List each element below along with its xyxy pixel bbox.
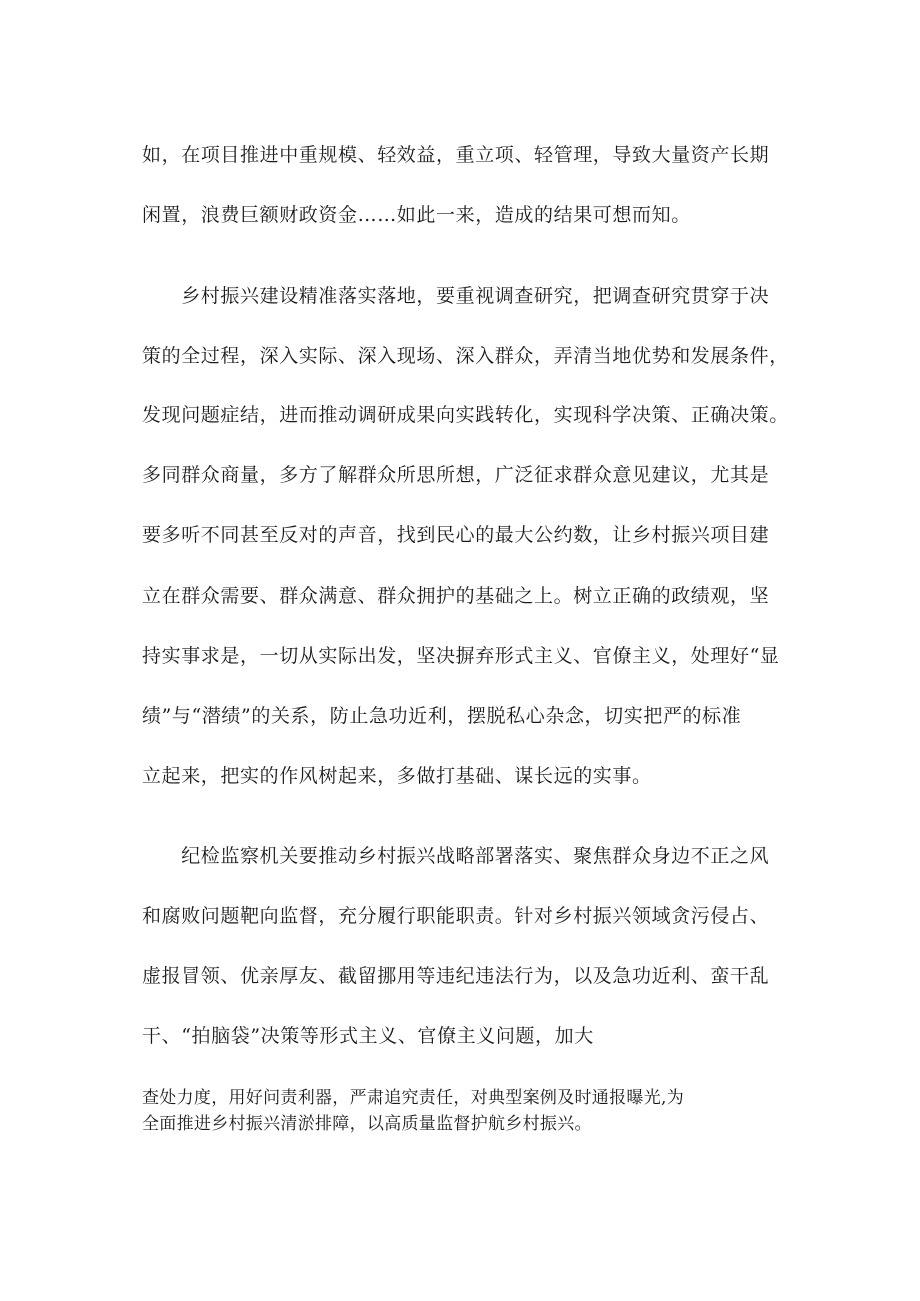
paragraph-3-line-2: 和腐败问题靶向监督，充分履行职能职责。针对乡村振兴领域贪污侵占、 <box>142 905 770 927</box>
paragraph-2-line-5: 要多听不同甚至反对的声音，找到民心的最大公约数，让乡村振兴项目建 <box>142 524 770 546</box>
paragraph-2-line-8: 绩”与“潜绩”的关系，防止急功近利，摆脱私心杂念，切实把严的标准 <box>142 705 742 727</box>
paragraph-2-line-3: 发现问题症结，进而推动调研成果向实践转化，实现科学决策、正确决策。 <box>142 404 789 426</box>
paragraph-2-line-2: 策的全过程，深入实际、深入现场、深入群众，弄清当地优势和发展条件， <box>142 345 789 367</box>
paragraph-2-line-4: 多同群众商量，多方了解群众所思所想，广泛征求群众意见建议，尤其是 <box>142 464 770 486</box>
paragraph-2-line-9: 立起来，把实的作风树起来，多做打基础、谋长远的实事。 <box>142 765 652 787</box>
paragraph-2-line-1: 乡村振兴建设精准落实落地，要重视调查研究，把调查研究贯穿于决 <box>142 285 770 307</box>
paragraph-4-line-1: 查处力度，用好问责利器，严肃追究责任，对典型案例及时通报曝光,为 <box>142 1088 685 1108</box>
paragraph-3-line-4: 干、“拍脑袋”决策等形式主义、官僚主义问题，加大 <box>142 1025 594 1047</box>
paragraph-1-line-1: 如，在项目推进中重规模、轻效益，重立项、轻管理，导致大量资产长期 <box>142 144 770 166</box>
paragraph-3-line-1: 纪检监察机关要推动乡村振兴战略部署落实、聚焦群众身边不正之风 <box>142 845 770 867</box>
paragraph-1-line-2: 闲置，浪费巨额财政资金……如此一来，造成的结果可想而知。 <box>142 204 691 226</box>
paragraph-3-line-3: 虚报冒领、优亲厚友、截留挪用等违纪违法行为，以及急功近利、蛮干乱 <box>142 965 770 987</box>
paragraph-2-line-7: 持实事求是，一切从实际出发，坚决摒弃形式主义、官僚主义，处理好“显 <box>142 645 780 667</box>
paragraph-2-line-6: 立在群众需要、群众满意、群众拥护的基础之上。树立正确的政绩观，坚 <box>142 585 770 607</box>
paragraph-4-line-2: 全面推进乡村振兴清淤排障，以高质量监督护航乡村振兴。 <box>142 1114 592 1134</box>
